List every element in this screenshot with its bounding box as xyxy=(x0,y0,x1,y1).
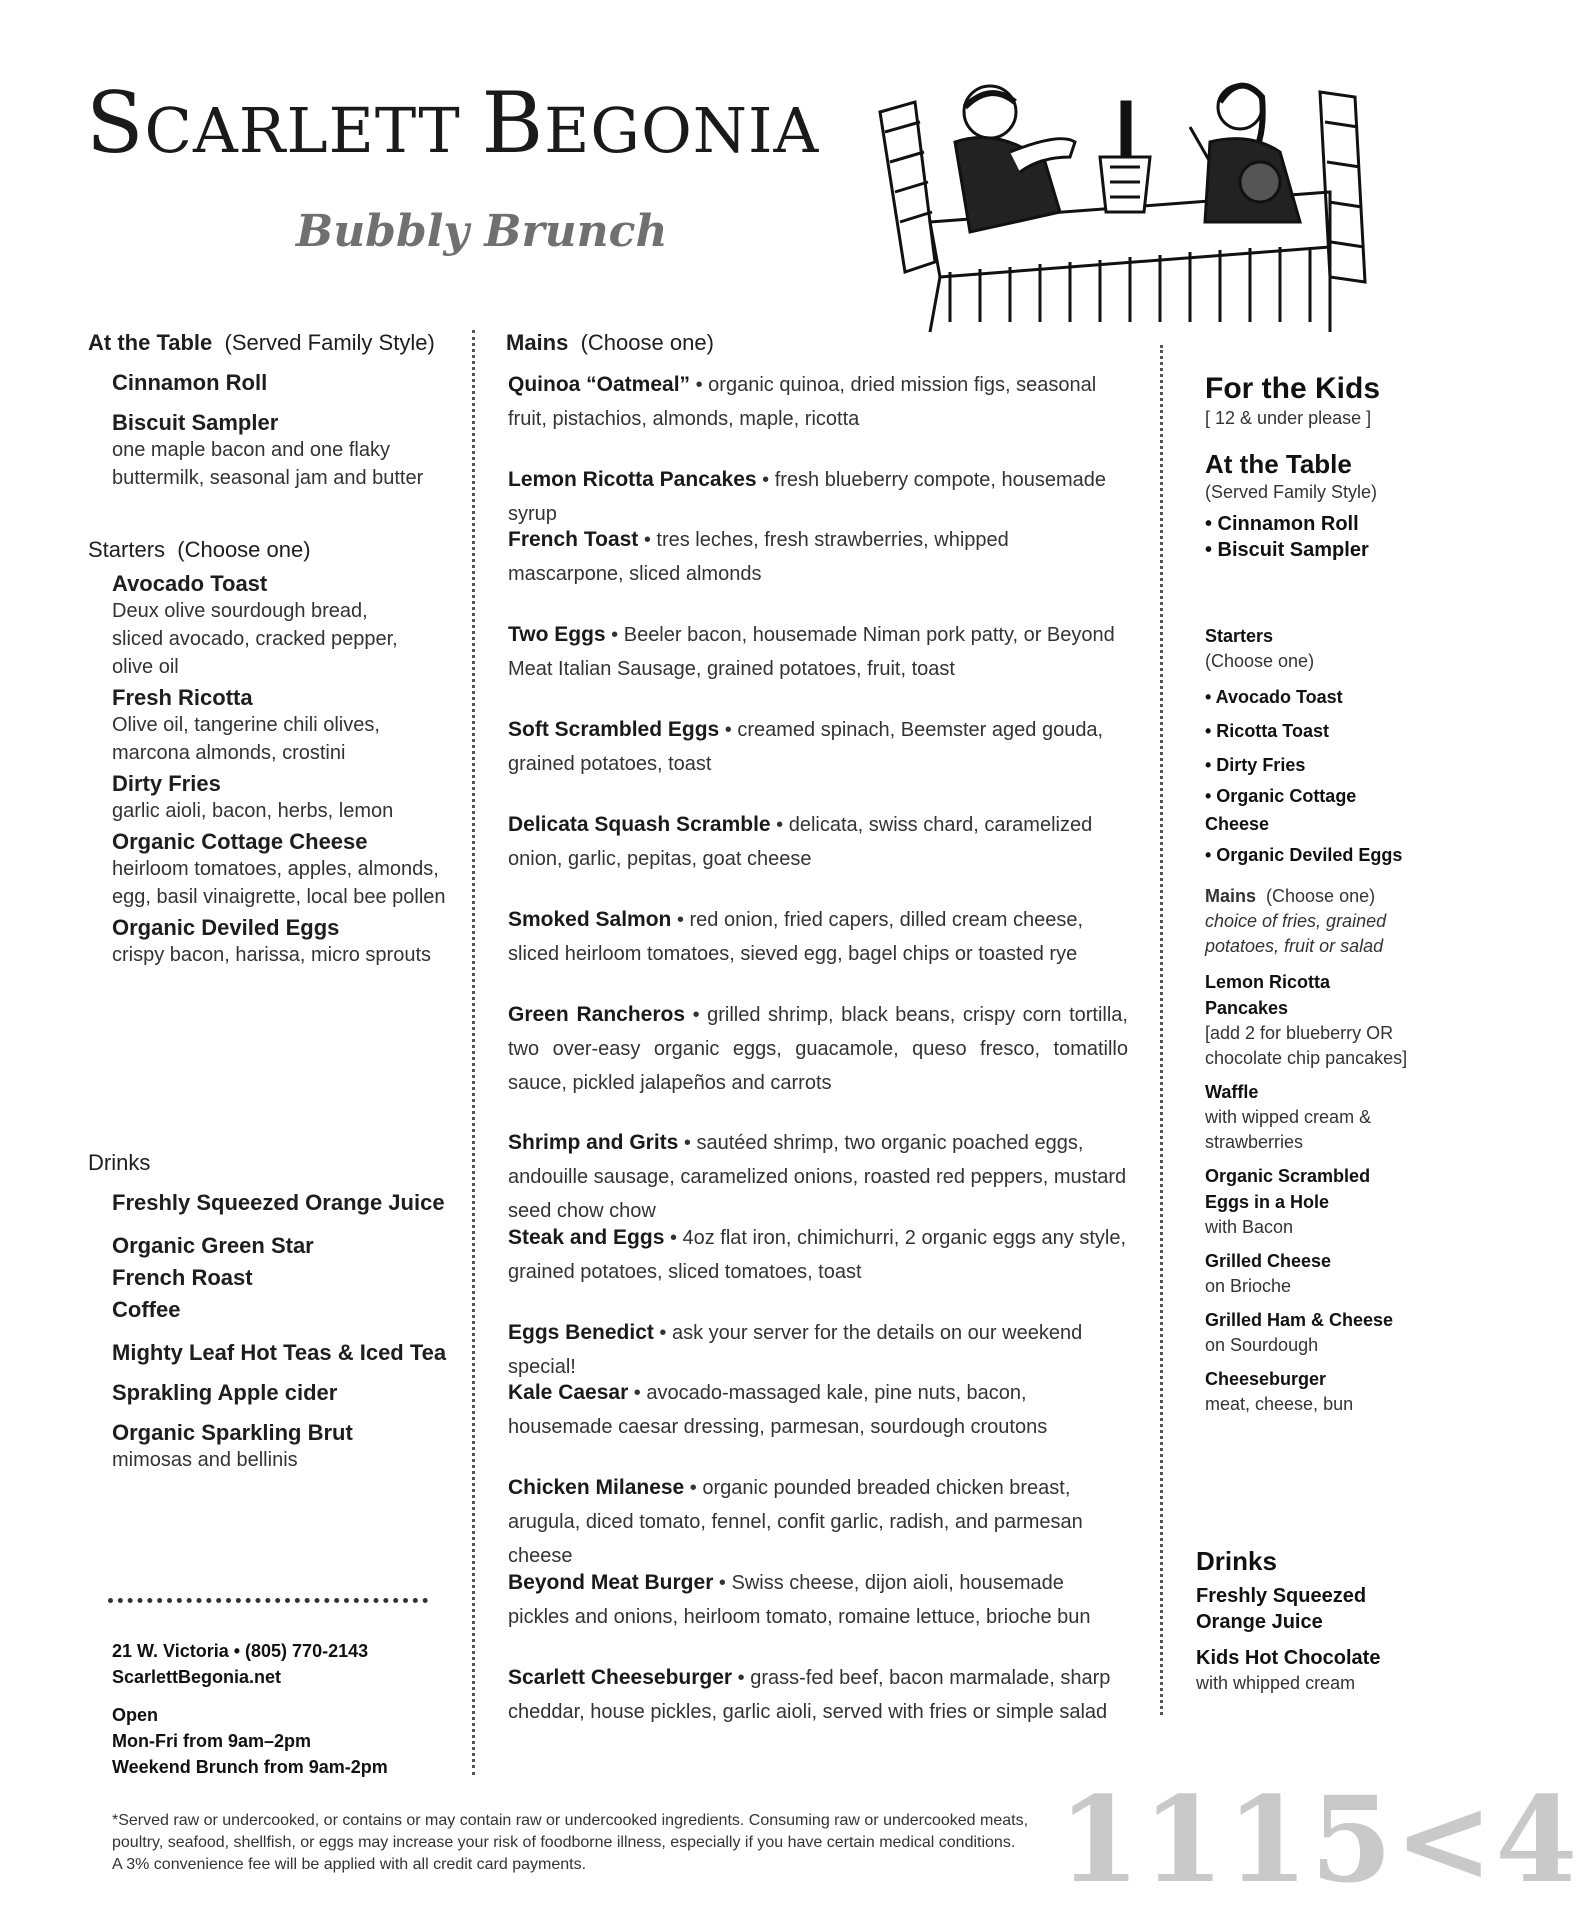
starters-note: (Choose one) xyxy=(177,537,311,562)
kids-age-note: [ 12 & under please ] xyxy=(1205,408,1372,428)
mains-header xyxy=(506,330,714,356)
kids-main-name: Lemon Ricotta Pancakes xyxy=(1205,972,1331,1018)
mains-list xyxy=(508,368,1128,1731)
kids-table-note: (Served Family Style) xyxy=(1205,482,1378,502)
main-item xyxy=(508,713,1128,808)
kids-main-desc: on Brioche xyxy=(1205,1276,1292,1296)
kids-main-name: Organic Scrambled Eggs in a Hole xyxy=(1205,1166,1371,1212)
main-desc: • grass-fed beef, bacon marmalade, sharp cheddar, house pickles, garlic aioli, served with fries or simple salad xyxy=(508,1667,1111,1723)
main-desc: • 4oz flat iron, chimichurri, 2 organic eggs any style, grained potatoes, sliced tomatoes, toast xyxy=(508,1227,1127,1283)
item-name: Freshly Squeezed Orange Juice xyxy=(112,1190,445,1215)
main-item xyxy=(508,903,1128,998)
kids-starter-item: • Avocado Toast xyxy=(1205,687,1343,707)
main-item xyxy=(508,1661,1128,1731)
main-item xyxy=(508,1316,1128,1376)
kids-table-item: • Cinnamon Roll xyxy=(1205,513,1359,535)
main-desc: • grilled shrimp, black beans, crispy corn tortilla, two over-easy organic eggs, guacamole, queso fresco, tomatillo sauce, pickled jalapeños and carrots xyxy=(508,1004,1128,1094)
main-item xyxy=(508,1126,1128,1221)
kids-main-desc: with wipped cream & strawberries xyxy=(1205,1107,1372,1152)
item-desc: mimosas and bellinis xyxy=(112,1449,298,1471)
main-name: Smoked Salmon xyxy=(508,908,672,931)
main-item xyxy=(508,998,1128,1126)
main-desc: • red onion, fried capers, dilled cream cheese, sliced heirloom tomatoes, sieved egg, bagel chips or toasted rye xyxy=(508,909,1084,965)
drinks-section xyxy=(88,1150,458,1474)
main-item xyxy=(508,1376,1128,1471)
title-cap-b: B xyxy=(481,74,545,172)
item-name: Dirty Fries xyxy=(112,771,221,796)
kids-main-desc: meat, cheese, bun xyxy=(1205,1394,1354,1414)
kids-starters-note: (Choose one) xyxy=(1205,651,1315,671)
mains-heading: Mains xyxy=(506,330,569,355)
main-desc: • organic pounded breaded chicken breast, arugula, diced tomato, fennel, confit garlic, radish, and parmesan cheese xyxy=(508,1477,1083,1567)
kids-main-name: Grilled Cheese xyxy=(1205,1251,1332,1271)
item-name: Cinnamon Roll xyxy=(112,370,268,395)
main-item xyxy=(508,463,1128,523)
title-cap-s: S xyxy=(86,74,145,172)
main-desc: • Beeler bacon, housemade Niman pork patty, or Beyond Meat Italian Sausage, grained potatoes, fruit, toast xyxy=(508,624,1115,680)
main-desc: • Swiss cheese, dijon aioli, housemade pickles and onions, heirloom tomato, romaine lettuce, brioche bun xyxy=(508,1572,1091,1628)
main-name: Steak and Eggs xyxy=(508,1226,665,1249)
kids-mains-note: (Choose one) xyxy=(1266,886,1376,906)
kids-starters-heading: Starters xyxy=(1205,626,1274,646)
open-label: Open xyxy=(112,1705,159,1725)
kids-starter-item: • Organic Deviled Eggs xyxy=(1205,845,1403,865)
weekend-hours: Weekend Brunch from 9am-2pm xyxy=(112,1757,388,1777)
item-name: Organic Cottage Cheese xyxy=(112,829,368,854)
at-the-table-note: (Served Family Style) xyxy=(224,330,435,355)
item-name: Organic Sparkling Brut xyxy=(112,1420,353,1445)
column-divider-right xyxy=(1160,345,1163,1715)
main-name: Two Eggs xyxy=(508,623,606,646)
item-name: Organic Deviled Eggs xyxy=(112,915,340,940)
main-desc: • avocado-massaged kale, pine nuts, bacon, housemade caesar dressing, parmesan, sourdough croutons xyxy=(508,1382,1048,1438)
item-desc: one maple bacon and one flaky buttermilk, seasonal jam and butter xyxy=(112,439,424,489)
kids-main-name: Cheeseburger xyxy=(1205,1369,1327,1389)
main-name: Green Rancheros xyxy=(508,1003,686,1026)
item-name: Biscuit Sampler xyxy=(112,410,279,435)
food-safety-disclaimer: *Served raw or undercooked, or contains or may contain raw or undercooked ingredients. Consuming raw or undercooked meats, poultry, seafood, shellfish, or eggs may increase your risk of foodborne illness, especially if you have certain medical conditions. xyxy=(112,1812,1029,1851)
kids-starter-item: • Ricotta Toast xyxy=(1205,721,1329,741)
main-item xyxy=(508,523,1128,618)
at-the-table-heading: At the Table xyxy=(88,330,213,355)
main-name: Beyond Meat Burger xyxy=(508,1571,714,1594)
kids-main-desc: on Sourdough xyxy=(1205,1335,1319,1355)
main-name: Lemon Ricotta Pancakes xyxy=(508,468,757,491)
kids-drinks-section xyxy=(1196,1546,1436,1696)
kids-main-desc: [add 2 for blueberry OR chocolate chip pancakes] xyxy=(1205,1023,1408,1068)
contact-info xyxy=(112,1638,388,1780)
kids-drink-name: Freshly Squeezed Orange Juice xyxy=(1196,1585,1367,1633)
item-desc: heirloom tomatoes, apples, almonds, egg, basil vinaigrette, local bee pollen xyxy=(112,858,446,908)
website-link[interactable]: ScarlettBegonia.net xyxy=(112,1667,282,1687)
diners-illustration xyxy=(860,72,1380,332)
main-name: Kale Caesar xyxy=(508,1381,629,1404)
column-divider-left xyxy=(472,330,475,1775)
item-name: Fresh Ricotta xyxy=(112,685,253,710)
main-name: Shrimp and Grits xyxy=(508,1131,679,1154)
kids-heading: For the Kids xyxy=(1205,372,1381,405)
kids-starter-item: • Dirty Fries xyxy=(1205,755,1306,775)
kids-section xyxy=(1205,372,1435,1417)
item-desc: Olive oil, tangerine chili olives, marcona almonds, crostini xyxy=(112,714,380,764)
item-name: Mighty Leaf Hot Teas & Iced Tea xyxy=(112,1340,447,1365)
kids-table-heading: At the Table xyxy=(1205,449,1352,479)
item-name: Sprakling Apple cider xyxy=(112,1380,338,1405)
kids-main-name: Waffle xyxy=(1205,1082,1259,1102)
main-desc: • organic quinoa, dried mission figs, seasonal fruit, pistachios, almonds, maple, ricotta xyxy=(508,374,1097,430)
menu-subtitle: Bubbly Brunch xyxy=(296,206,668,257)
item-desc: garlic aioli, bacon, herbs, lemon xyxy=(112,800,394,822)
address-phone: 21 W. Victoria • (805) 770-2143 xyxy=(112,1641,369,1661)
main-item xyxy=(508,1471,1128,1566)
kids-mains-sub: choice of fries, grained potatoes, fruit or salad xyxy=(1205,911,1387,956)
title-rest-2: EGONIA xyxy=(544,94,820,167)
at-the-table-section xyxy=(88,330,458,492)
kids-main-name: Grilled Ham & Cheese xyxy=(1205,1310,1394,1330)
main-item xyxy=(508,1221,1128,1316)
kids-table-item: • Biscuit Sampler xyxy=(1205,539,1369,561)
kids-starter-item: • Organic Cottage Cheese xyxy=(1205,786,1357,834)
starters-section xyxy=(88,537,458,969)
main-item xyxy=(508,618,1128,713)
main-name: Scarlett Cheeseburger xyxy=(508,1666,733,1689)
main-desc: • delicata, swiss chard, caramelized onion, garlic, pepitas, goat cheese xyxy=(508,814,1093,870)
main-name: Quinoa “Oatmeal” xyxy=(508,373,691,396)
drinks-heading: Drinks xyxy=(88,1150,151,1175)
main-desc: • creamed spinach, Beemster aged gouda, grained potatoes, toast xyxy=(508,719,1104,775)
main-item xyxy=(508,808,1128,903)
contact-divider xyxy=(108,1598,428,1603)
main-desc: • ask your server for the details on our weekend special! xyxy=(508,1322,1083,1378)
main-desc: • sautéed shrimp, two organic poached eggs, andouille sausage, caramelized onions, roasted red peppers, mustard seed chow chow xyxy=(508,1132,1127,1222)
mains-note: (Choose one) xyxy=(580,330,714,355)
weekday-hours: Mon-Fri from 9am–2pm xyxy=(112,1731,312,1751)
main-name: Chicken Milanese xyxy=(508,1476,685,1499)
item-desc: Deux olive sourdough bread, sliced avocado, cracked pepper, olive oil xyxy=(112,600,398,678)
main-name: Soft Scrambled Eggs xyxy=(508,718,720,741)
main-name: Eggs Benedict xyxy=(508,1321,654,1344)
title-rest-1: CARLETT xyxy=(144,94,482,167)
main-item xyxy=(508,1566,1128,1661)
main-desc: • tres leches, fresh strawberries, whipped mascarpone, sliced almonds xyxy=(508,529,1009,585)
main-name: Delicata Squash Scramble xyxy=(508,813,771,836)
main-item xyxy=(508,368,1128,463)
starters-heading: Starters xyxy=(88,537,166,562)
disclaimer xyxy=(112,1810,1032,1876)
main-name: French Toast xyxy=(508,528,639,551)
menu-code: 1115<4 xyxy=(1058,1770,1579,1909)
item-name: Organic Green Star French Roast Coffee xyxy=(112,1233,314,1322)
restaurant-title xyxy=(86,74,819,172)
kids-drink-desc: with whipped cream xyxy=(1196,1673,1356,1693)
kids-mains-heading: Mains xyxy=(1205,886,1257,906)
convenience-fee-note: A 3% convenience fee will be applied with all credit card payments. xyxy=(112,1856,587,1873)
main-desc: • fresh blueberry compote, housemade syrup xyxy=(508,469,1107,525)
kids-drink-name: Kids Hot Chocolate xyxy=(1196,1647,1381,1669)
kids-main-desc: with Bacon xyxy=(1205,1217,1294,1237)
kids-drinks-heading: Drinks xyxy=(1196,1546,1277,1576)
item-desc: crispy bacon, harissa, micro sprouts xyxy=(112,944,432,966)
item-name: Avocado Toast xyxy=(112,571,268,596)
